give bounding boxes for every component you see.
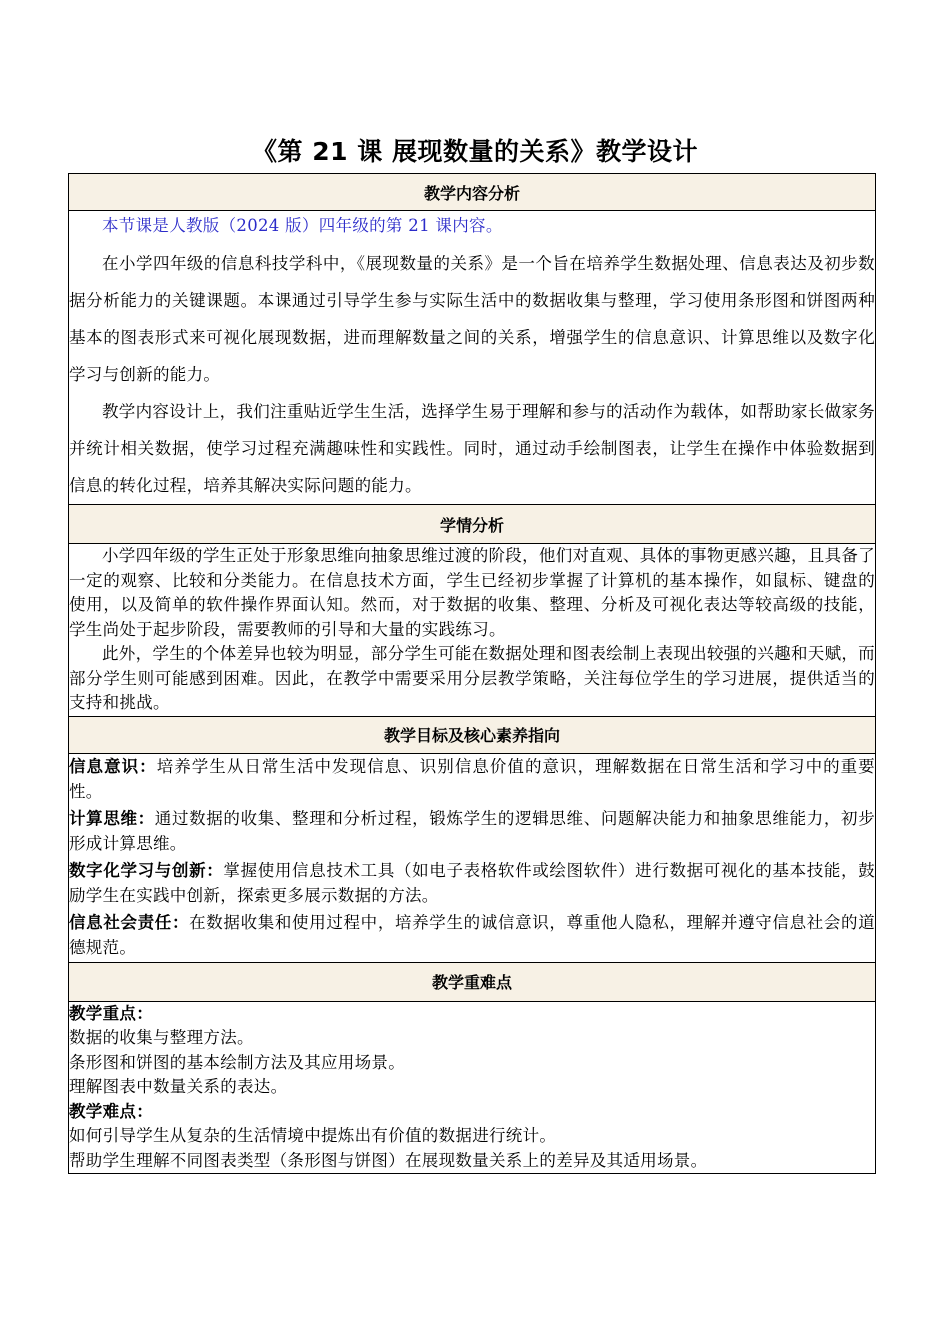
lesson-plan-table <box>68 173 876 1174</box>
objective-text: 掌握使用信息技术工具（如电子表格软件或绘图软件）进行数据可视化的基本技能，鼓励学生在实践中创新，探索更多展示数据的方法。 <box>69 860 876 905</box>
difficulty-item: 帮助学生理解不同图表类型（条形图与饼图）在展现数量关系上的差异及其适用场景。 <box>69 1150 708 1170</box>
difficulty-label: 教学难点： <box>69 1101 153 1121</box>
learner-analysis-paragraph: 小学四年级的学生正处于形象思维向抽象思维过渡的阶段，他们对直观、具体的事物更感兴趣，且具备了一定的观察、比较和分类能力。在信息技术方面，学生已经初步掌握了计算机的基本操作，如鼠标、键盘的使用，以及简单的软件操作界面认知。然而，对于数据的收集、整理、分析及可视化表达等较高级的技能，学生尚处于起步阶段，需要教师的引导和大量的实践练习。 <box>69 546 875 639</box>
learner-analysis-body <box>69 544 876 717</box>
focus-label: 教学重点： <box>69 1003 153 1023</box>
content-analysis-paragraph: 教学内容设计上，我们注重贴近学生生活，选择学生易于理解和参与的活动作为载体，如帮助家长做家务并统计相关数据，使学习过程充满趣味性和实践性。同时，通过动手绘制图表，让学生在操作中体验数据到信息的转化过程，培养其解决实际问题的能力。 <box>69 402 875 495</box>
focus-item: 数据的收集与整理方法。 <box>69 1028 254 1047</box>
objective-label: 信息意识： <box>69 756 157 776</box>
objective-label: 数字化学习与创新： <box>69 860 224 880</box>
objective-item <box>69 754 875 804</box>
objective-text: 在数据收集和使用过程中，培养学生的诚信意识，尊重他人隐私，理解并遵守信息社会的道德规范。 <box>69 912 876 957</box>
learner-analysis-paragraph: 此外，学生的个体差异也较为明显，部分学生可能在数据处理和图表绘制上表现出较强的兴趣和天赋，而部分学生则可能感到困难。因此，在教学中需要采用分层教学策略，关注每位学生的学习进展，提供适当的支持和挑战。 <box>69 644 875 712</box>
section-heading-key-points: 教学重难点 <box>69 962 876 1001</box>
section-heading-learner-analysis: 学情分析 <box>69 505 876 544</box>
section-heading-objectives: 教学目标及核心素养指向 <box>69 716 876 753</box>
objective-item <box>69 806 875 856</box>
content-analysis-body <box>69 211 876 505</box>
content-analysis-paragraph: 在小学四年级的信息科技学科中，《展现数量的关系》是一个旨在培养学生数据处理、信息表达及初步数据分析能力的关键课题。本课通过引导学生参与实际生活中的数据收集与整理，学习使用条形图和饼图两种基本的图表形式来可视化展现数据，进而理解数量之间的关系，增强学生的信息意识、计算思维以及数字化学习与创新的能力。 <box>69 254 875 384</box>
objective-text: 通过数据的收集、整理和分析过程，锻炼学生的逻辑思维、问题解决能力和抽象思维能力，初步形成计算思维。 <box>69 808 876 853</box>
content-analysis-lead: 本节课是人教版（2024 版）四年级的第 21 课内容。 <box>102 216 503 235</box>
objectives-body <box>69 753 876 962</box>
section-heading-content-analysis: 教学内容分析 <box>69 174 876 211</box>
difficulty-item: 如何引导学生从复杂的生活情境中提炼出有价值的数据进行统计。 <box>69 1126 557 1145</box>
objective-text: 培养学生从日常生活中发现信息、识别信息价值的意识，理解数据在日常生活和学习中的重要性。 <box>69 756 875 801</box>
objective-item <box>69 910 875 960</box>
focus-item: 理解图表中数量关系的表达。 <box>69 1077 288 1096</box>
objective-item <box>69 858 875 908</box>
key-points-body <box>69 1001 876 1174</box>
objective-label: 信息社会责任： <box>69 912 190 932</box>
focus-item: 条形图和饼图的基本绘制方法及其应用场景。 <box>69 1052 405 1072</box>
objective-label: 计算思维： <box>69 808 155 828</box>
page-title: 《第 21 课 展现数量的关系》教学设计 <box>252 137 698 166</box>
